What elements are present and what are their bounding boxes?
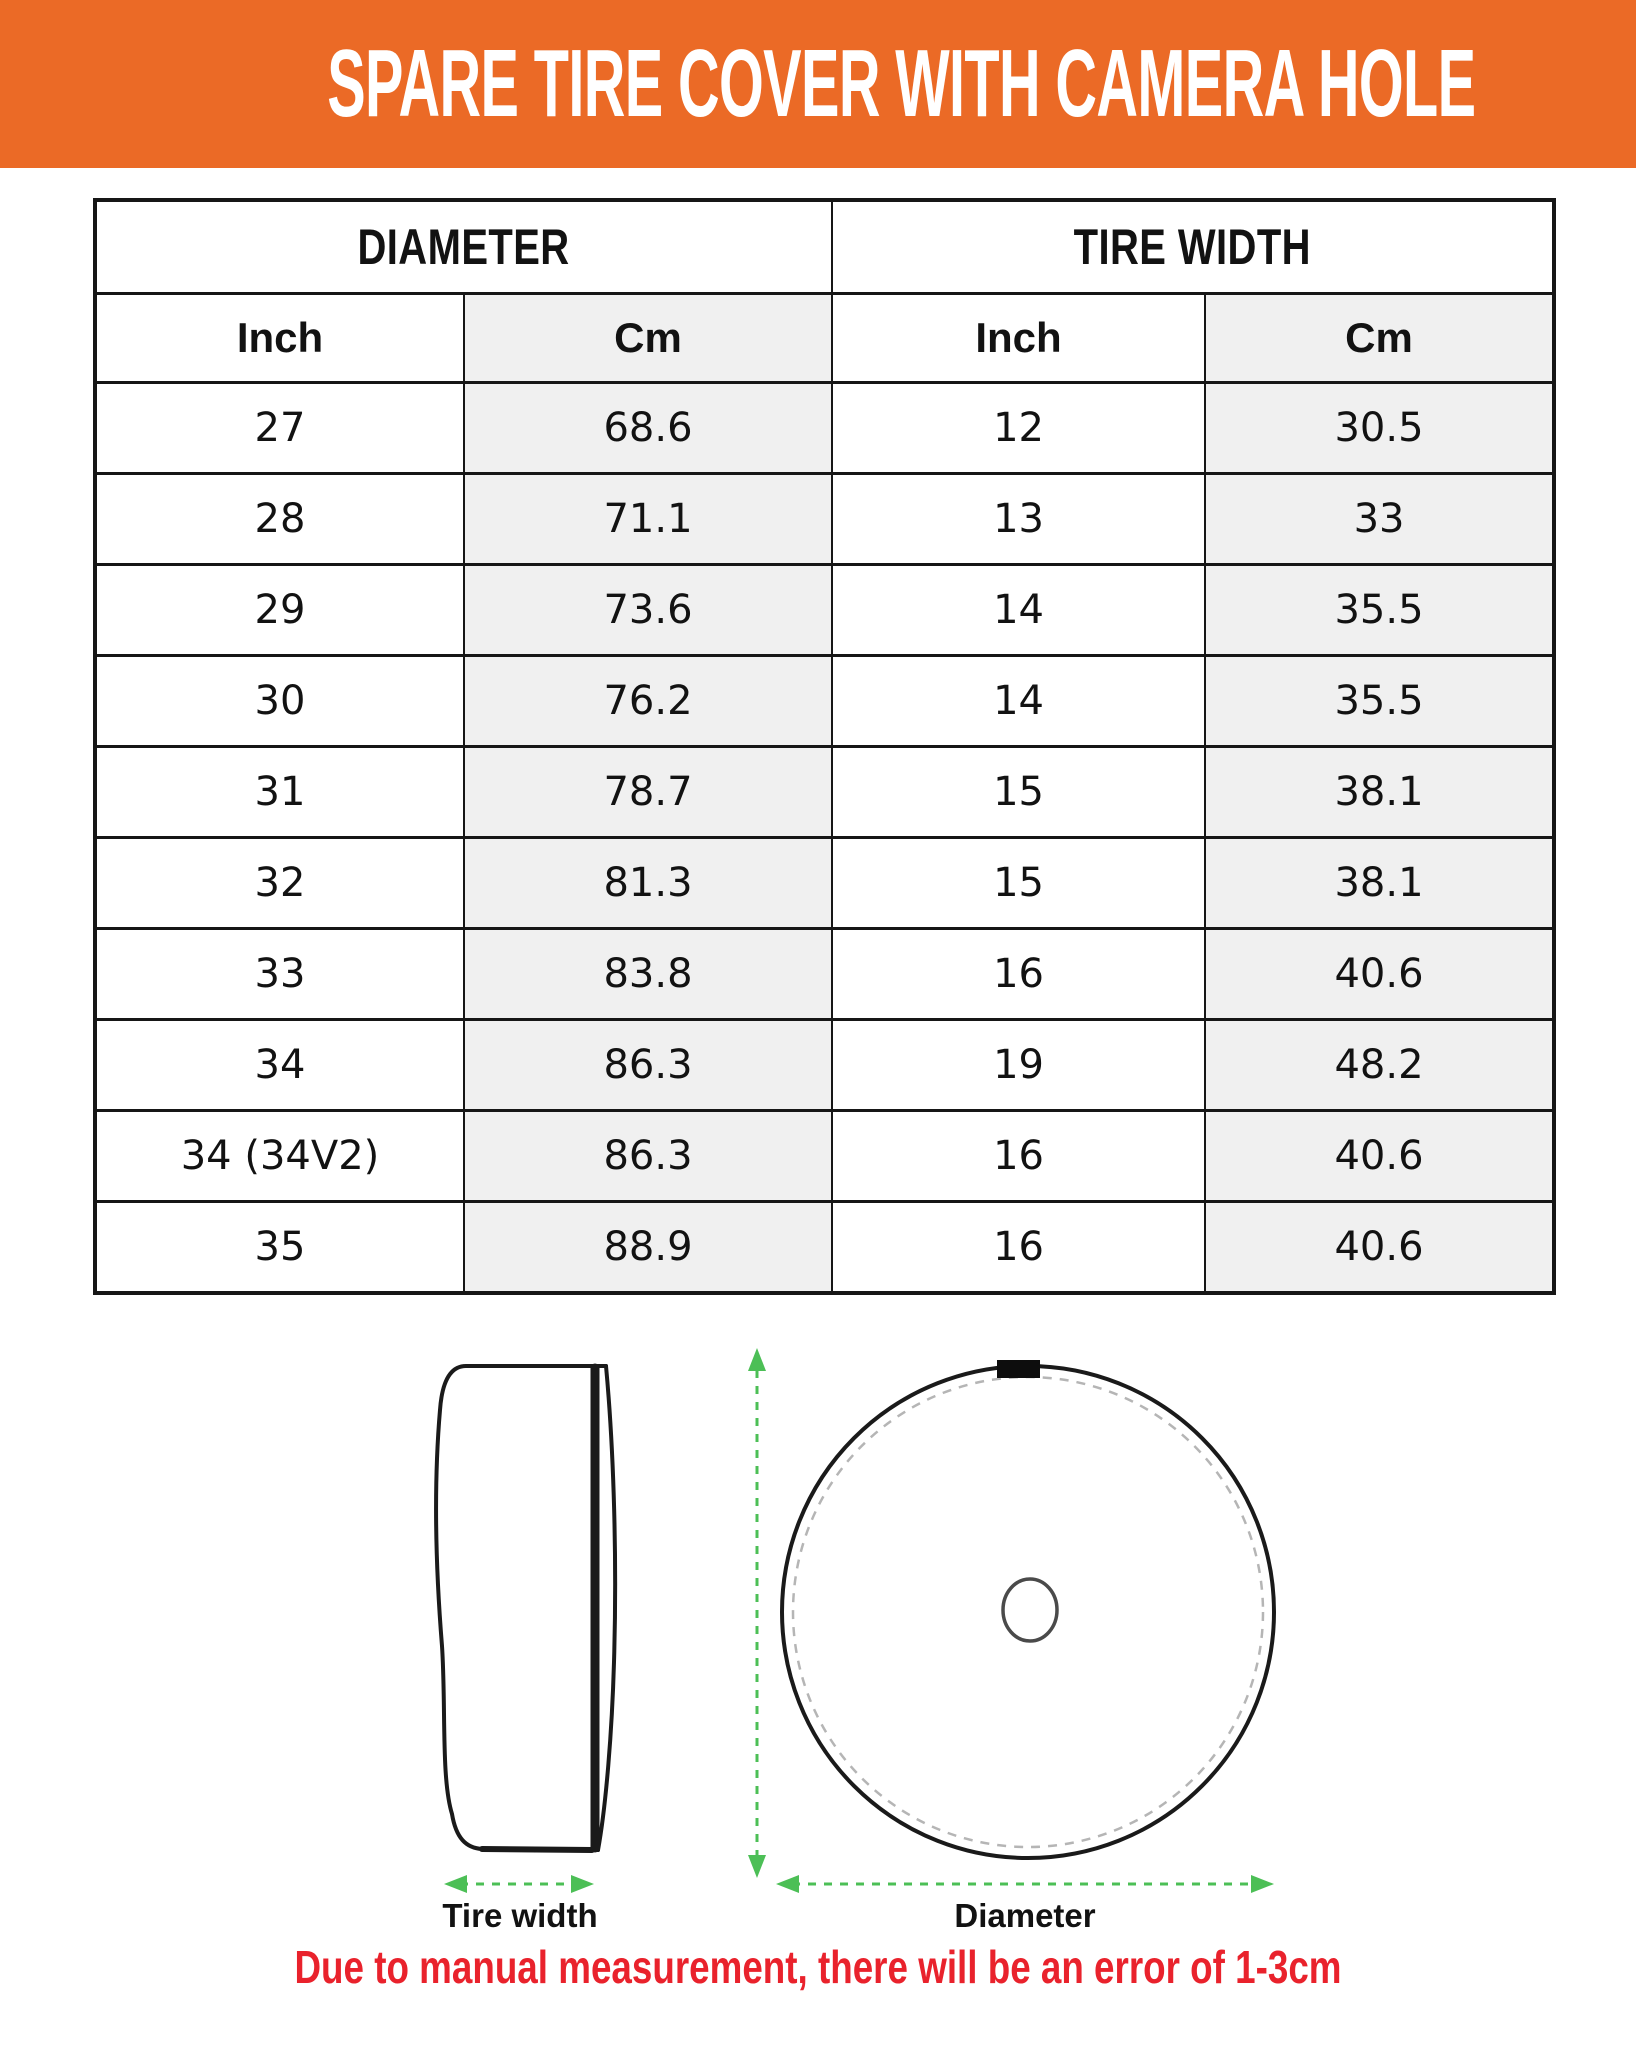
table-row <box>95 929 1554 1020</box>
cell-diameter-inch: 28 <box>95 474 464 565</box>
center-hole <box>1003 1579 1057 1641</box>
table-row <box>95 565 1554 656</box>
cell-diameter-cm: 68.6 <box>464 383 832 474</box>
table-group-header-row <box>95 200 1554 294</box>
cell-diameter-inch: 33 <box>95 929 464 1020</box>
page-title: SPARE TIRE COVER WITH CAMERA HOLE <box>327 30 1476 137</box>
table-column-header-row <box>95 294 1554 383</box>
cell-width-cm: 38.1 <box>1205 747 1554 838</box>
cell-diameter-inch: 34 (34V2) <box>95 1111 464 1202</box>
table-row <box>95 656 1554 747</box>
arrow-left-icon <box>444 1875 467 1893</box>
banner <box>0 0 1636 168</box>
cell-width-cm: 48.2 <box>1205 1020 1554 1111</box>
cell-diameter-cm: 78.7 <box>464 747 832 838</box>
cell-width-inch: 19 <box>832 1020 1205 1111</box>
tire-side-view-right-bulge <box>598 1366 615 1850</box>
cell-diameter-cm: 88.9 <box>464 1202 832 1294</box>
cell-diameter-cm: 73.6 <box>464 565 832 656</box>
cell-width-cm: 40.6 <box>1205 1111 1554 1202</box>
cell-diameter-cm: 81.3 <box>464 838 832 929</box>
table-row <box>95 747 1554 838</box>
cell-width-cm: 30.5 <box>1205 383 1554 474</box>
cell-width-inch: 16 <box>832 929 1205 1020</box>
col-header-diameter-cm: Cm <box>464 294 832 383</box>
cell-diameter-inch: 30 <box>95 656 464 747</box>
measurement-error-note: Due to manual measurement, there will be an error of 1-3cm <box>294 1941 1342 1993</box>
camera-hole <box>997 1360 1040 1378</box>
cell-diameter-cm: 83.8 <box>464 929 832 1020</box>
arrow-down-icon <box>748 1855 766 1878</box>
cell-width-inch: 16 <box>832 1202 1205 1294</box>
cell-diameter-inch: 34 <box>95 1020 464 1111</box>
tire-side-view <box>436 1366 615 1850</box>
cell-width-cm: 40.6 <box>1205 929 1554 1020</box>
cell-diameter-cm: 71.1 <box>464 474 832 565</box>
cell-diameter-inch: 27 <box>95 383 464 474</box>
arrow-right-icon <box>571 1875 594 1893</box>
cell-width-cm: 33 <box>1205 474 1554 565</box>
arrow-left-icon <box>776 1875 799 1893</box>
table-row <box>95 1020 1554 1111</box>
cell-width-cm: 38.1 <box>1205 838 1554 929</box>
size-table <box>93 198 1556 1295</box>
group-header-diameter: DIAMETER <box>95 200 832 294</box>
arrow-up-icon <box>748 1348 766 1371</box>
cell-width-inch: 13 <box>832 474 1205 565</box>
cell-diameter-cm: 76.2 <box>464 656 832 747</box>
cell-width-inch: 16 <box>832 1111 1205 1202</box>
cell-width-inch: 12 <box>832 383 1205 474</box>
cell-diameter-inch: 29 <box>95 565 464 656</box>
tire-side-view-outline <box>436 1366 606 1850</box>
table-row <box>95 1111 1554 1202</box>
table-row <box>95 838 1554 929</box>
cell-diameter-inch: 32 <box>95 838 464 929</box>
cell-width-inch: 15 <box>832 838 1205 929</box>
cell-diameter-inch: 35 <box>95 1202 464 1294</box>
tire-front-view <box>782 1360 1274 1858</box>
cell-diameter-cm: 86.3 <box>464 1020 832 1111</box>
cell-width-cm: 35.5 <box>1205 656 1554 747</box>
cell-width-inch: 14 <box>832 565 1205 656</box>
col-header-width-inch: Inch <box>832 294 1205 383</box>
diameter-label: Diameter <box>954 1897 1096 1934</box>
tire-measurement-figure <box>0 1330 1636 1950</box>
cell-width-inch: 15 <box>832 747 1205 838</box>
group-header-tire-width: TIRE WIDTH <box>832 200 1554 294</box>
arrow-right-icon <box>1251 1875 1274 1893</box>
col-header-width-cm: Cm <box>1205 294 1554 383</box>
table-row <box>95 383 1554 474</box>
table-row <box>95 1202 1554 1294</box>
cell-width-cm: 40.6 <box>1205 1202 1554 1294</box>
tire-side-view-base-line <box>482 1849 592 1850</box>
cell-width-inch: 14 <box>832 656 1205 747</box>
cell-width-cm: 35.5 <box>1205 565 1554 656</box>
tire-width-label: Tire width <box>442 1897 598 1934</box>
cell-diameter-cm: 86.3 <box>464 1111 832 1202</box>
table-row <box>95 474 1554 565</box>
cell-diameter-inch: 31 <box>95 747 464 838</box>
col-header-diameter-inch: Inch <box>95 294 464 383</box>
